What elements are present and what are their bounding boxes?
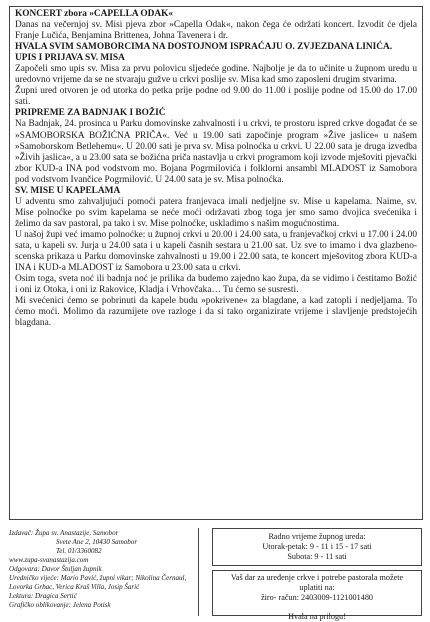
imprint-design: Grafičko oblikovanje: Jelena Potisk xyxy=(9,601,111,609)
donation-text: uplatiti na: xyxy=(299,583,335,592)
donation-thanks: Hvala na prilogu! xyxy=(288,612,346,621)
imprint-proofreading: Lektura: Dragica Sertić xyxy=(9,592,77,600)
office-hours-weekdays: Utorak-petak: 9 - 11 i 15 - 17 sati xyxy=(262,542,372,551)
paragraph: Na Badnjak, 24. prosinca u Parku domovinske zahvalnosti i u crkvi, te prostoru ispred crkve događat će se »SAMOBORSKA BOŽIĆNA PRIČA«. Već u 19.00 sati započinje program »Žive jaslice« u našem »Samoborskom Betlehemu«. U 20.00 sati je prva sv. Misa polnoćka u crkvi. U 22.00 sata je druga izvedba »Živih jaslica«, a u 23.00 sata se božićna priča nastavlja u crkvi programom koji izvode mješoviti pjevački zbor KUD-a INA pod vodstvom mo. Bojana Pogrmilovića i folklorni ansambl MLADOST iz Samobora pod vodstvom Ivančice Pogrmilović. U 24.00 sata je sv. Misa polnoćka. xyxy=(15,119,417,185)
section-title: SV. MISE U KAPELAMA xyxy=(15,185,121,196)
section-title: UPIS I PRIJAVA SV. MISA xyxy=(15,53,125,64)
paragraph: Mi svećenici ćemo se pobrinuti da kapele budu »pokrivene« za blagdane, a kad zatopli i nedjeljama. To ćemo moći. Molimo da razumijete ove razloge i da si tako organizirate vrijeme i slavljenje predstojećih blagdana. xyxy=(15,296,417,329)
imprint-website: www.zupa-svanastazija.com xyxy=(9,556,89,564)
donation-box xyxy=(212,570,422,621)
imprint-block xyxy=(9,528,199,616)
section-title: PRIPREME ZA BADNJAK I BOŽIĆ xyxy=(15,108,166,119)
section-title: KONCERT zbora »CAPELLA ODAK« xyxy=(15,9,174,19)
donation-text: Vaš dar za uređenje crkve i potrebe pastorala možete xyxy=(230,573,404,582)
imprint-address: Svete Ane 2, 10430 Samobor xyxy=(56,538,138,546)
footer xyxy=(9,528,423,621)
section-christmas-preparations xyxy=(15,108,417,185)
paragraph: Osim toga, sveta noć ili badnja noć je prilika da budemo zajedno kao župa, da se vidimo i čestitamo Božić i oni iz Otoka, i oni iz Rakovice, Kladja i Vrhovčaka… Tu ćemo se susresti. xyxy=(15,274,417,296)
section-mass-registration xyxy=(15,53,417,108)
office-hours-box xyxy=(212,528,422,566)
section-concert xyxy=(15,9,417,53)
office-hours-saturday: Subota: 9 - 11 sati xyxy=(287,552,347,561)
imprint-editorial-board: Uredničko vijeće: Mario Pavić, župni vikar; Nikolina Černaul, Lovorka Grbac, Verica Kraš Villa, Josip Šarić xyxy=(9,574,187,591)
imprint-phone: Tel. 01/3360082 xyxy=(56,547,102,555)
section-chapel-masses xyxy=(15,186,417,330)
imprint-publisher: Izdavač: Župa sv. Anastazije, Samobor xyxy=(9,529,119,537)
paragraph: Župni ured otvoren je od utorka do petka prije podne od 9.00 do 11.00 i poslije podne od 15.00 do 17.00 sati. xyxy=(15,86,417,108)
paragraph: U adventu smo zahvaljujući pomoći patera franjevaca imali nedjeljne sv. Mise u kapelama. Naime, sv. Mise polnoćke po svim kapelama se neće moći održavati zbog toga jer smo samo dvojica svećenika i želimo da sav pastoral, pa tako i sv. Mise polnoćke, uskladimo s našim mogućnostima. xyxy=(15,196,417,229)
thanks-heading: HVALA SVIM SAMOBORCIMA NA DOSTOJNOM ISPRAĆAJU O. ZVJEZDANA LINIĆA. xyxy=(15,42,393,53)
office-hours-title: Radno vrijeme župnog ureda: xyxy=(268,532,366,541)
paragraph: U našoj župi već imamo polnoćke: u župnoj crkvi u 20.00 i 24.00 sata, u franjevačkoj crkvi u 17.00 i 24.00 sata, u kapeli sv. Jurja u 24.00 sata i u kapeli časnih sestara u 21.00 sat. Uz sve to imamo i dva glazbeno-scenska prikaza u Parku domovinske zahvalnosti u 19.00 i 22.00 sata, te koncert mješovitog zbora KUD-a INA i KUD-a MLADOST iz Samobora u 23.00 sata u crkvi. xyxy=(15,229,417,274)
imprint-responsible: Odgovara: Davor Štuljan župnik xyxy=(9,565,102,573)
donation-account: žiro- račun: 2403009-1121001480 xyxy=(260,593,374,602)
paragraph: Danas na večernjoj sv. Misi pjeva zbor »Capella Odak«, nakon čega će održati koncert. Izvodit će djela Franje Lučića, Benjamina Brittenea, Johna Tavenera i dr. xyxy=(15,20,417,42)
paragraph: Započeli smo upis sv. Misa za prvu polovicu sljedeće godine. Najbolje je da to učinite u župnom uredu u uredovno vrijeme da se ne stvaraju gužve u crkvi poslije sv. Misa kad smo zaposleni drugim stvarima. xyxy=(15,64,417,86)
main-article-box xyxy=(9,6,423,520)
